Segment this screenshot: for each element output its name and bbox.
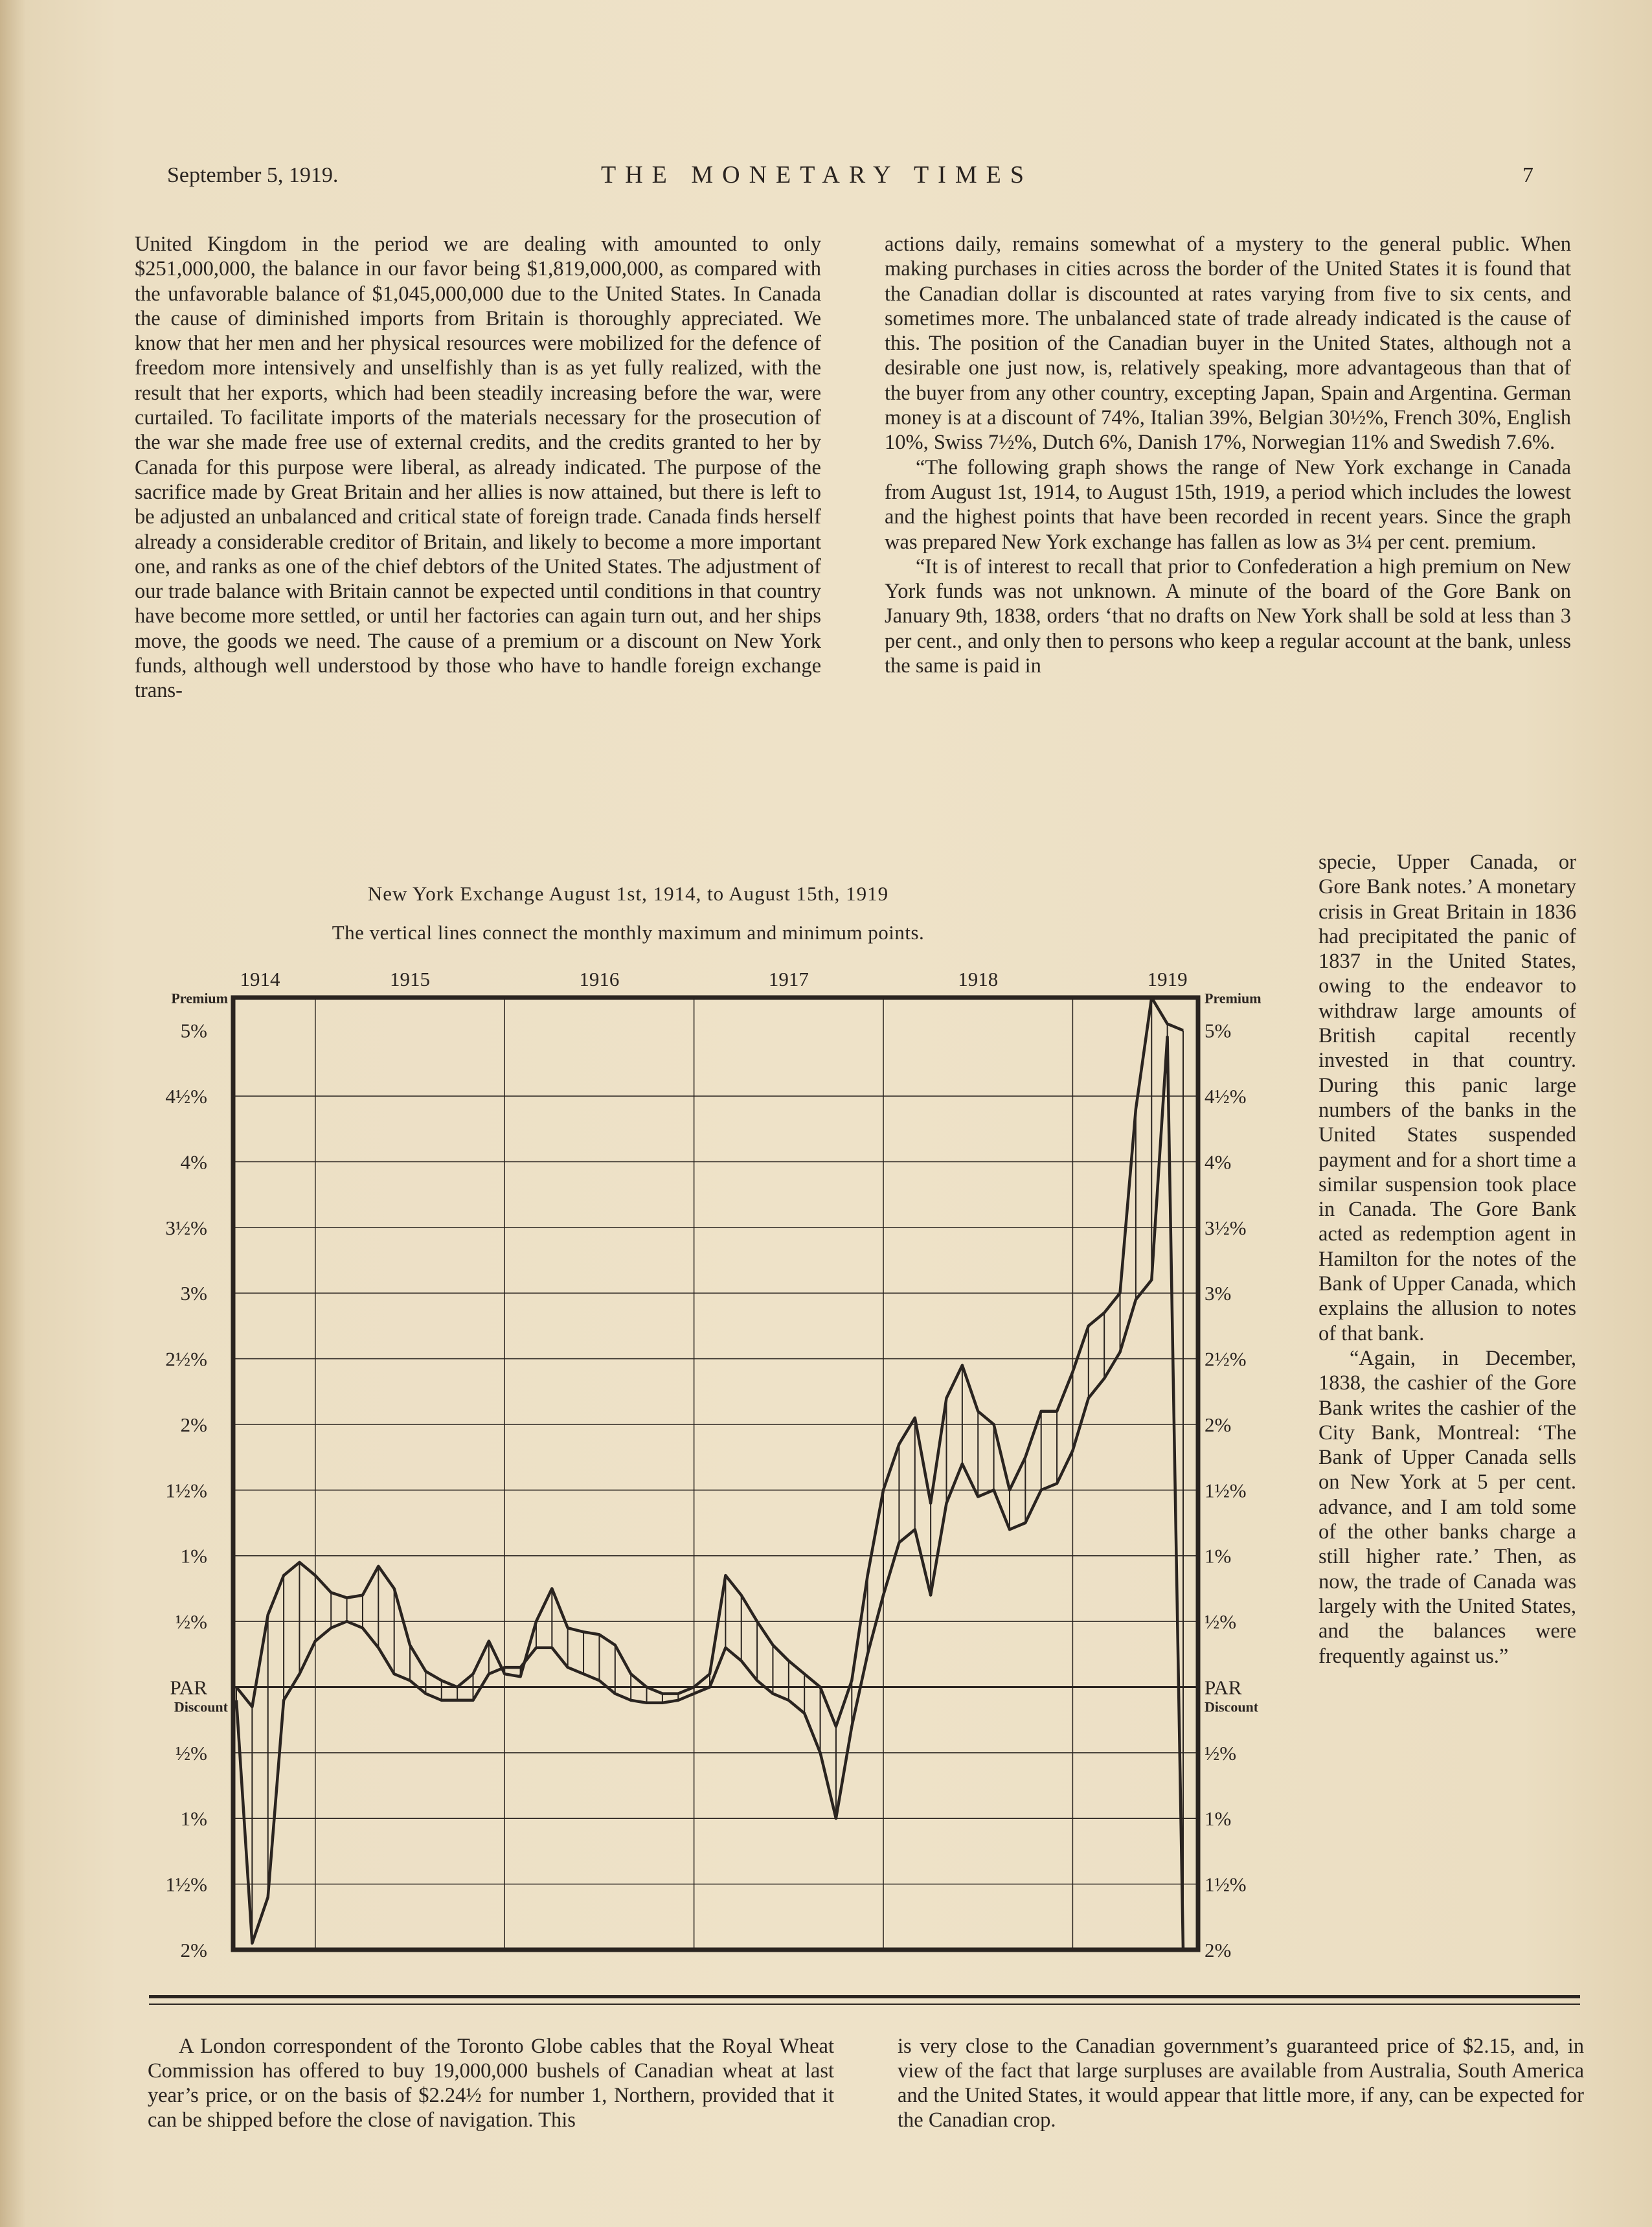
plot-frame xyxy=(233,998,1198,1950)
y-tick-label-right: PAR xyxy=(1205,1676,1242,1699)
y-tick-label-right: 1½% xyxy=(1205,1873,1247,1896)
y-tick-label-left: 4% xyxy=(180,1150,207,1174)
y-tick-label-right: 5% xyxy=(1205,1019,1232,1042)
y-tick-label-left: 3% xyxy=(180,1282,207,1305)
y-tick-label-right: 1% xyxy=(1205,1807,1232,1831)
x-tick-label: 1915 xyxy=(390,968,431,990)
y-tick-label-left: 1% xyxy=(180,1807,207,1831)
y-tick-label-right: 2% xyxy=(1205,1939,1232,1961)
publication-title: THE MONETARY TIMES xyxy=(601,161,1033,188)
y-tick-label-right: 2% xyxy=(1205,1413,1232,1436)
left-column xyxy=(135,232,821,703)
issue-date: September 5, 1919. xyxy=(167,163,339,187)
y-tick-label-right: 1½% xyxy=(1205,1479,1247,1502)
paragraph: specie, Upper Canada, or Gore Bank notes.’ A monetary crisis in Great Britain in 1836 had precipitated the panic of 1837 in the United States, owing to the endeavor to withdraw large amounts of British capital recently invested in that country. During this panic large numbers of the banks in the United States suspended payment and for a short time a similar suspension took place in Canada. The Gore Bank acted as redemption agent in Hamilton for the notes of the Bank of Upper Canada, which explains the allusion to notes of that bank. xyxy=(1318,851,1576,1345)
series-minimum-line xyxy=(236,1037,1183,1950)
chart-title: New York Exchange August 1st, 1914, to August 15th, 1919 xyxy=(367,882,889,905)
y-tick-label-left: 1½% xyxy=(165,1873,207,1896)
y-tick-label-right: 3% xyxy=(1205,1282,1232,1305)
y-tick-label-left: 2% xyxy=(180,1939,207,1961)
y-tick-label-right: 2½% xyxy=(1205,1347,1247,1371)
right-column xyxy=(885,232,1571,678)
y-tick-label-left: Discount xyxy=(174,1698,228,1715)
x-tick-label: 1919 xyxy=(1147,968,1188,990)
page-number: 7 xyxy=(1522,163,1533,187)
bottom-left-paragraph xyxy=(148,2034,834,2132)
y-tick-label-left: 1½% xyxy=(165,1479,207,1502)
y-tick-label-right: 3½% xyxy=(1205,1216,1247,1239)
side-column xyxy=(1318,850,1576,1669)
y-tick-label-right: 4% xyxy=(1205,1150,1232,1174)
paragraph: A London correspondent of the Toronto Globe cables that the Royal Wheat Commission has offered to buy 19,000,000 bushels of Canadian wheat at last year’s price, or on the basis of $2.24½ for number 1, Northern, provided that it can be shipped before the close of navigation. This xyxy=(148,2035,834,2132)
y-tick-label-right: ½% xyxy=(1205,1610,1237,1634)
paragraph: actions daily, remains somewhat of a mystery to the general public. When making purchases in cities across the border of the United States it is found that the Canadian dollar is discounted at rates varying from five to six cents, and sometimes more. The unbalanced state of trade already indicated is the cause of this. The position of the Canadian buyer in the United States, although not a desirable one just now, is, relatively speaking, more advantageous than that of the buyer from any other country, excepting Japan, Spain and Argentina. German money is at a discount of 74%, Italian 39%, Belgian 30½%, French 30%, English 10%, Swiss 7½%, Dutch 6%, Danish 17%, Norwegian 11% and Swedish 7.6%. xyxy=(885,233,1571,455)
y-tick-label-left: ½% xyxy=(175,1610,207,1634)
paragraph: “The following graph shows the range of New York exchange in Canada from August 1st, 1914, to August 15th, 1919, a period which includes the lowest and the highest points that have been recorded in recent years. Since the graph was prepared New York exchange has fallen as low as 3¼ per cent. premium. xyxy=(885,455,1571,554)
x-tick-label: 1918 xyxy=(958,968,999,990)
chart-subtitle: The vertical lines connect the monthly maximum and minimum points. xyxy=(332,921,925,944)
x-tick-label: 1914 xyxy=(240,968,280,990)
page-header xyxy=(167,163,1533,196)
y-tick-label-left: 4½% xyxy=(165,1085,207,1108)
paragraph: “It is of interest to recall that prior to Confederation a high premium on New York funds was not unknown. A minute of the board of the Gore Bank on January 9th, 1838, orders ‘that no drafts on New York shall be sold at less than 3 per cent., and only then to persons who keep a regular account at the bank, unless the same is paid in xyxy=(885,554,1571,678)
x-tick-label: 1916 xyxy=(579,968,620,990)
y-tick-label-left: 1% xyxy=(180,1544,207,1568)
y-tick-label-left: Premium xyxy=(171,990,228,1007)
y-tick-label-right: 1% xyxy=(1205,1544,1232,1568)
y-tick-label-left: PAR xyxy=(170,1676,207,1699)
y-tick-label-left: 5% xyxy=(180,1019,207,1042)
section-divider-top xyxy=(149,1995,1580,1998)
section-divider-bottom xyxy=(149,2004,1580,2005)
y-tick-label-right: Premium xyxy=(1205,990,1262,1007)
y-tick-label-left: 2% xyxy=(180,1413,207,1436)
paragraph: “Again, in December, 1838, the cashier of the Gore Bank writes the cashier of the City Bank, Montreal: ‘The Bank of Upper Canada sells on New York at 5 per cent. advance, and I am told some of the other banks charge a still higher rate.’ Then, as now, the trade of Canada was largely with the United States, and the balances were frequently against us.” xyxy=(1318,1346,1576,1668)
y-tick-label-right: 4½% xyxy=(1205,1085,1247,1108)
exchange-chart xyxy=(130,952,1315,1969)
y-tick-label-left: 3½% xyxy=(165,1216,207,1239)
paragraph: United Kingdom in the period we are dealing with amounted to only $251,000,000, the balance in our favor being $1,819,000,000, as compared with the unfavorable balance of $1,045,000,000 due to the United States. In Canada the cause of diminished imports from Britain is thoroughly appreciated. We know that her men and her physical resources were mobilized for the defence of freedom more intensively and unselfishly than is as yet fully realized, with the result that her exports, which had been steadily increasing before the war, were curtailed. To facilitate imports of the materials necessary for the prosecution of the war she made free use of external credits, and the credits granted to her by Canada for this purpose were liberal, as already indicated. The purpose of the sacrifice made by Great Britain and her allies is now attained, but there is left to be adjusted an unbalanced and critical state of foreign trade. Canada finds herself already a considerable creditor of Britain, and likely to become a more important one, and ranks as one of the chief debtors of the United States. The adjustment of our trade balance with Britain cannot be expected until conditions in that country have become more settled, or until her factories can again turn out, and her ships move, the goods we need. The cause of a premium or a discount on New York funds, although well understood by those who have to handle foreign exchange trans- xyxy=(135,233,821,703)
y-tick-label-right: ½% xyxy=(1205,1741,1237,1764)
y-tick-label-left: ½% xyxy=(175,1741,207,1764)
x-tick-label: 1917 xyxy=(768,968,809,990)
bottom-right-paragraph: is very close to the Canadian government’s guaranteed price of $2.15, and, in view of the fact that large surpluses are available from Australia, South America and the United States, it would appear that little more, if any, can be expected for the Canadian crop. xyxy=(898,2035,1584,2132)
y-tick-label-left: 2½% xyxy=(165,1347,207,1371)
y-tick-label-right: Discount xyxy=(1205,1698,1259,1715)
